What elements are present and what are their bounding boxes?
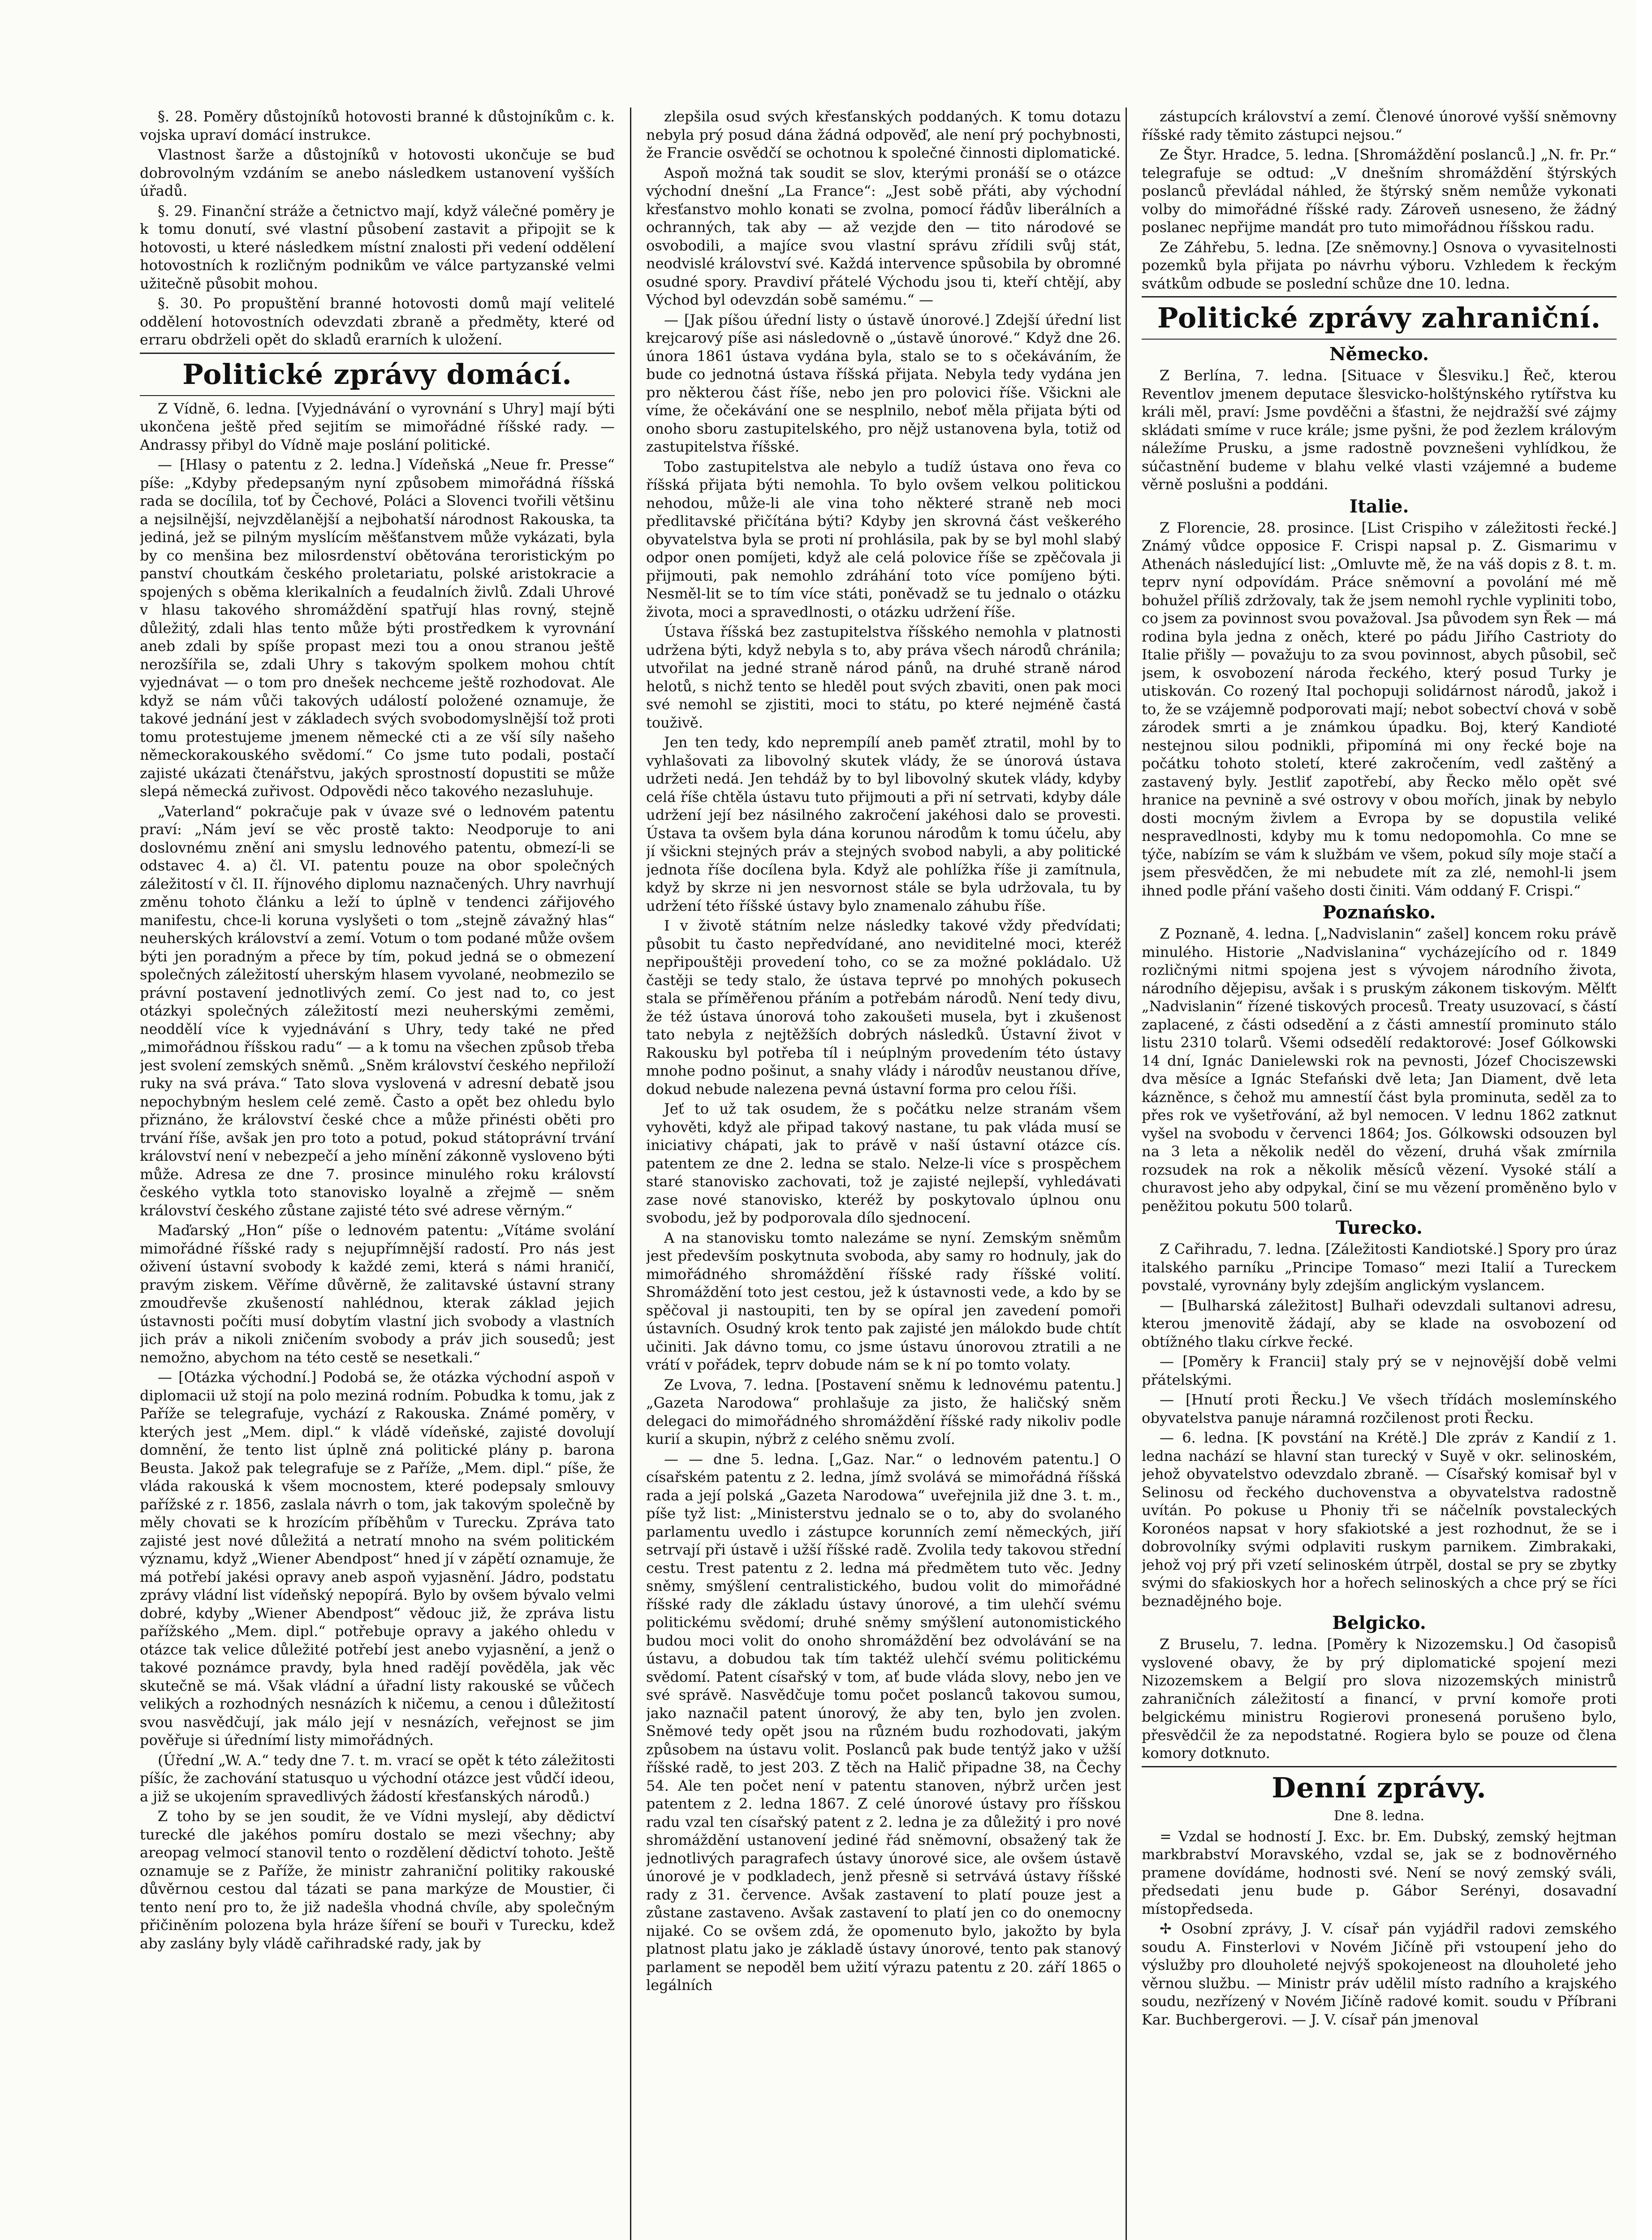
paragraph: Z Bruselu, 7. ledna. [Poměry k Nizozemsku.] Od časopisů vyslovené obavy, že by prý diplomatické spojení mezi Nizozemskem a Belgií pro slova nizozemských ministrů zahraničních záležitostí a financí, v první komoře proti belgickému ministru Rogierovi pronesená porušeno bylo, přesvědčil že za nepodstatné. Rogiera bylo se pouze od člena komory dotknuto. <box>1142 1636 1617 1762</box>
paragraph: Z toho by se jen soudit, že ve Vídni myslejí, aby dědictví turecké dle jakéhos pomíru dostalo se mezi všechny; aby areopag velmocí stanovil tento o rozdělení dědictví tohoto. Ještě oznamuje se z Paříže, že ministr zahraniční politiky rakouské důvěrnou cestou dal tázati se pana markýze de Moustier, či tento není pro to, že již nadešla vhodná chvíle, aby společným přičiněním polozena byla hráze šíření se bouři v Turecku, kdež aby zaslány byly vládě cařihradské rady, jak by <box>140 1808 615 1952</box>
section-divider <box>140 395 615 396</box>
paragraph: §. 30. Po propuštění branné hotovosti domů mají velitelé oddělení hotovostních odevzdati zbraně a předměty, které od erraru obdrželi opět do skladů erarních k uložení. <box>140 295 615 348</box>
paragraph: Maďarský „Hon“ píše o lednovém patentu: „Vítáme svolání mimořádné říšské rady s nejupřímnější radostí. Pro nás jest oživení ústavní svobody k každé zemi, která s námi hraničí, pravým ziskem. Věříme důvěrně, že zalitavské ústavní strany zmoudřevše zkušeností nahlédnou, kterak základ jejich ústavnosti počíti musí dobytím vlastní jich svobody a vlastních jich práv a nikoli zničením svobody a práv jich sousedů; jest nemožno, abychom na této cestě se nesetkali.“ <box>140 1222 615 1366</box>
paragraph: Vlastnost šarže a důstojníků v hotovosti ukončuje se buď dobrovolným vzdáním se anebo následkem ustanovení vyšších úřadů. <box>140 146 615 199</box>
paragraph: — [Hnutí proti Řecku.] Ve všech třídách moslemínského obyvatelstva panuje náramná rozčilenost proti Řecku. <box>1142 1391 1617 1426</box>
paragraph: Ze Štyr. Hradce, 5. ledna. [Shromáždění poslanců.] „N. fr. Pr.“ telegrafuje se odtud: „V dnešním shromáždění štýrských poslanců převládal náhled, že štýrský sněm nemůže vykonati volby do mimořádné říšské rady. Zároveň usneseno, že žádný poslanec nepřijme mandát pro tuto mimořádnou říšskou radu. <box>1142 146 1617 236</box>
paragraph: Z Cařihradu, 7. ledna. [Záležitosti Kandiotské.] Spory pro úraz italského parníku „Principe Tomaso“ mezi Italií a Tureckem povstalé, vyrovnány byly zdejším anglickým vyslancem. <box>1142 1241 1617 1294</box>
section-title-domestic: Politické zprávy domácí. <box>182 358 572 391</box>
paragraph: — 6. ledna. [K povstání na Krétě.] Dle zpráv z Kandií z 1. ledna nachází se hlavní stan turecký v Suyě v okr. selinoském, jehož obyvatelstvo odevzdalo zbraně. — Císařský komisař byl v Selinosu od řeckého duchovenstva a obyvatelstva radostně uvítán. Po pokuse u Phoniy tři se náčelník povstaleckých Koronéos napsat v hory sfakiotské a jest rozhodnut, že se i dobrovolníky svými odplaviti ruskym parnikem. Zimbrakaki, jehož voj prý při vzetí selinoském útrpěl, dostal se pry se zbytky svými do sfakioskych hor a hořech selinoských a chce prý se říci beznadějného boje. <box>1142 1429 1617 1610</box>
page-margin <box>1636 0 1652 2240</box>
paragraph: Aspoň možná tak soudit se slov, kterými pronáší se o otázce východní dnešní „La France“: „Jest sobě přáti, aby východní křesťanstvo mohlo konati se zvolna, pomocí řádův liberálních a ochranných, tak aby — až vezjde den — tito národové se osvobodili, a majíce svou vlastní správu zřídili svůj stát, neodvislé království své. Každá intervence spůsobila by obromné osudné spory. Pravdiví přátelé Východu jsou ti, kteří chtějí, aby Východ byl odevzdán sobě samému.“ — <box>646 164 1121 308</box>
paragraph: (Úřední „W. A.“ tedy dne 7. t. m. vrací se opět k této záležitosti píšíc, že zachování statusquo u východní otázce jest vůdčí ideou, a již se ukojením spravedlivých žádostí křesťanských národů.) <box>140 1751 615 1805</box>
paragraph: — [Hlasy o patentu z 2. ledna.] Vídeňská „Neue fr. Presse“ píše: „Kdyby předepsaným nyní způsobem mimořádná říšská rada se docílila, toť by Čechové, Poláci a Slovenci tvořili většinu a nejsilnější, nejvzdělanější a nejbohatší národnost Rakouska, ta jediná, jež se pilným myslícím měšťanstvem může vykázati, byla by co menšina bez milosrdenství obětována teroristickým po panství choutkám českého proletariatu, polské aristokracie a spojených s oběma klerikalních a feudalních živlů. Zdali Uhrové v hlasu takového shromáždění spatřují hlas rovný, stejně důležitý, zdali hlas tento může býti prostředkem k vyrovnání aneb zdali by spíše propast mezi tou a onou stranou ještě nerozšířila se, zdali Uhry s takovým spolkem mohou chtít vyjednávat — o tom pro dnešek nechceme ještě rozhodovat. Ale když se nám vůči takových událostí položené oznamuje, že takové jednání jest v základech svých svobodomyslnější tož proti tomu protestujeme jmenem německé cti a ze vší síly našeho německorakouského svědomí.“ Co jsme tuto podali, postačí zajisté ukázati čtenářstvu, jakých sprostností dopustiti se může slepá německá zuřivost. Odpovědi něco takového nezasluhuje. <box>140 456 615 800</box>
paragraph: „Vaterland“ pokračuje pak v úvaze své o lednovém patentu praví: „Nám jeví se věc prostě takto: Neodporuje to ani doslovnému znění ani smyslu lednového patentu, obmezí-li se odstavec 4. a) čl. VI. patentu pouze na obor společných záležitostí v čl. II. říjnového diplomu naznačených. Uhry navrhují změnu tohoto článku a leží to úplně v tendenci zářijového manifestu, chce-li koruna vyslyšeti o tom „stejně závažný hlas“ neuherských království a zemí. Votum o tom podané může ovšem býti jen poradným a přece by tím, pokud jedná se o obmezení společných záležitostí uherským hlasem vyvolané, neobmezilo se právní postavení jednotlivých zemí. Co jest nad to, co jest otázkyi společných záležitostí mezi neuherskými zeměmi, neoddělí více k vyjednávání s Uhry, tedy také ne před „mimořádnou říšskou radu“ — a k tomu na všechen způsob třeba jest svolení zemských sněmů. „Sněm království českého nepřiloží ruky na svá práva.“ Tato slova vyslovená v adresní debatě jsou nepochybným heslem celé země. Často a opět bez ohledu bylo přiznáno, že království české chce a může přinésti oběti pro trvání říše, avšak jen pro toto a potud, pokud státoprávní trvání království není v nebezpečí a jeho mínění zákonně vysloveno býti může. Adresa ze dne 7. prosince minulého roku královstí českého vytkla toto stanovisko loyalně a zřejmě — sněm království českého zůstane zajisté této své adrese věrným.“ <box>140 802 615 1219</box>
subsection-poznan: Poznańsko. <box>1322 902 1436 923</box>
paragraph: Jeť to už tak osudem, že s počátku nelze stranám všem vyhověti, když ale připad takový nastane, tu pak vláda musí se iniciativy chápati, jak to právě v naší ústavní otázce cís. patentem ze dne 2. ledna se stalo. Nelze-li více s prospěchem staré stanovisko zachovati, tož je zajisté nejlepší, vyhledávati zase nové stanovisko, kteréž by poskytovalo úplnou onu svobodu, jež by podporovala dílo sjednocení. <box>646 1100 1121 1226</box>
paragraph: — [Jak píšou úřední listy o ústavě únorové.] Zdejší úřední list krejcarový píše asi následovně o „ústavě únorové.“ Když dne 26. února 1861 ústava vydána byla, stalo se to s očekáváním, že bude co jednotná ústava říšská přijata. Nebyla tedy vydána jen pro některou část říše, nebo jen pro polovici říše. Všickni ale víme, že očekávání one se nesplnilo, neboť měla přijata býti od onoho sboru zastupitelského, pro nějž ustanovena byla, totiž od zastupitelstva říšské. <box>646 311 1121 455</box>
paragraph: — [Otázka východní.] Podobá se, že otázka východní aspoň v diplomacii už stojí na polo meziná rodním. Pobudka k tomu, jak z Paříže se telegrafuje, vychází z Rakouska. Známé poměry, v kterých jest „Mem. dipl.“ k vládě vídeňské, zajisté dovolují domnění, že tento list úplně zná politické plány p. barona Beusta. Jakož pak telegrafuje se z Paříže, „Mem. dipl.“ píše, že vláda rakouská k všem mocnostem, které podepsaly smlouvy pařížské z r. 1856, zaslala návrh o tom, jak takovým společně by měly chovati se k hrozícím příběhům v Turecku. Zpráva tato zajisté jest nové důležitá a netratí mnoho na svém politickém významu, když „Wiener Abendpost“ hned jí v zápětí oznamuje, že má potřebí jakési opravy aneb aspoň vyjasnění. Jádro, podstatu zprávy vládní list vídeňský nepopírá. Bylo by ovšem bývalo velmi dobré, kdyby „Wiener Abendpost“ vědouc již, že zpráva listu pařížského „Mem. dipl.“ potřebuje opravy a jakého ohledu v otázce tak velice důležité potřebí jest anebo vyjasnění, a jenž o takové poznámce pravdy, byla hned radějí pověděla, jak věc skutečně se má. Však vládní a úřadní listy rakouské se vůčech velikých a rozhodných nesnázích k ničemu, a cenou i důležitostí svou nasvědčují, jak málo její v nesnázích, veřejnost se jim pověřuje si úřednímí listy mimořádných. <box>140 1369 615 1749</box>
column-3 <box>1142 108 1617 2240</box>
column-1 <box>140 108 615 2240</box>
paragraph: §. 28. Poměry důstojníků hotovosti branné k důstojníkům c. k. vojska upraví domácí instrukce. <box>140 108 615 143</box>
paragraph: Z Florencie, 28. prosince. [List Crispiho v záležitosti řecké.] Známý vůdce opposice F. Crispi napsal p. Z. Gismarimu v Athenách následující list: „Omluvte mě, že na váš dopis z 8. t. m. teprv nyní odpovídám. Práce sněmovní a povolání mé mě bohužel příliš zdržovaly, tak že jsem nemohl rychle vypliniti tobo, co jsem za povinnost svou považoval. Jsa původem syn Řek — má rodina byla jedna z oněch, které po pádu Jiřího Castrioty do Italie přišly — považuju to za svou povinnost, abych působil, seč jsem, k osvobození národa řeckého, který posud Turky je utiskován. Co rozený Ital pochopuji solidárnost národů, jakož i to, že se vzájemně podporovati mají; nebot sobectví chová v sobě zárodek smrti a je známkou úpadku. Boj, který Kandioté nestejnou silou podnikli, připomíná mi ony řecké boje na počátku tohoto století, které zakročením, vedl zaštěný a zastavený byly. Jestliť zapotřebí, aby Řecko mělo opět své hranice na pevnině a své ostrovy v obou mořích, jinak by nebylo dosti mocným živlem a Evropa by se dopustila veliké nespravedlnosti, kdyby mu k tomu nedopomohla. Co mne se týče, nabízím se vám k službám ve všem, pokud síly moje stačí a jsem přesvědčen, že mi nebudete mít za zlé, nemohl-li jsem ihned podle přání vašeho dosti činiti. Vám oddaný F. Crispi.“ <box>1142 519 1617 899</box>
paragraph: Z Vídně, 6. ledna. [Vyjednávání o vyrovnání s Uhry] mají býti ukončena ještě před sejitím se mimořádné říšské rady. — Andrassy přibyl do Vídně maje poslání politické. <box>140 400 615 453</box>
subsection-turkey: Turecko. <box>1336 1217 1423 1238</box>
paragraph: Z Poznaně, 4. ledna. [„Nadvislanin“ zašel] koncem roku právě minulého. Historie „Nadvislanina“ vycházejícího od r. 1849 rozličnými nitmi spojena jest s vývojem národního života, národního dějepisu, avšak i s pruským zákonem tiskovým. Mělťt „Nadvislanin“ řízené tiskových procesů. Treaty usuzovací, s částí zaplacené, z části odsedění a z části amnestíí prominuto stálo listu 2310 tolarů. Všemi odsedělí redaktorové: Josef Gólkowski 14 dní, Ignác Danielewski rok na pevnosti, Józef Chociszewski dva měsíce a Ignác Stefański dvě leta; Jan Diament, dvě leta kázněnce, s čehož mu amnestíí část byla prominuta, seděl za to přes rok ve vyšetřování, až byl nemocen. V lednu 1862 zatknut vyšel na svobodu v červenci 1864; Jos. Gólkowski odsouzen byl na 3 leta a několik neděl do vězení, druhá však zmírnila rozsudek na rok a několik měsíců vězení. Vysoké stálí a churavost jeho aby odpykal, činí se mu vězení proměněno bylo v peněžitou pokutu 500 tolarů. <box>1142 925 1617 1215</box>
subsection-belgium: Belgicko. <box>1332 1612 1426 1633</box>
paragraph: ✢ Osobní zprávy, J. V. císař pán vyjádřil radovi zemského soudu A. Finsterlovi v Novém Jičíně při vstoupení jeho do výslužby pro dlouholeté nejvýš spokojeneost na dlouholeté jeho věrnou službu. — Ministr práv udělil místo radního a krajského soudu, nezřízený v Novém Jičíně radové komit. soudu v Příbrani Kar. Buchbergerovi. — J. V. císař pán jmenoval <box>1142 1920 1617 2028</box>
paragraph: Tobo zastupitelstva ale nebylo a tudíž ústava ono řeva co říšská přijata býti nemohla. To bylo ovšem velkou politickou nehodou, může-li ale vina toho některé straně neb moci předlitavské přičítána býti? Kdyby jen skrovná část veškerého obyvatelstva byla se proti ní prohlásila, pak by se byl mohl slabý odpor onen pomíjeti, když ale celá polovice říše se zpěčovala ji přijmouti, pak nemohlo zdráhání toto více pomíjeno býti. Nesměl-lit se to tím více státi, poněvadž se tu jednalo o otázku života, moci a spravedlnosti, o otázku udržení říše. <box>646 458 1121 620</box>
paragraph: — — dne 5. ledna. [„Gaz. Nar.“ o lednovém patentu.] O císařském patentu z 2. ledna, jímž svolává se mimořádná říšská rada a její polská „Gazeta Narodowa“ uveřejnila již dne 3. t. m., píše tyž list: „Ministerstvu jednalo se o to, aby do svolaného parlamentu uvedlo i zástupce korunních zemí německých, jiří setrvají při ústavě i užší říšské radě. Zvolila tedy takovou střední cestu. Trest patentu z 2. ledna má předmětem tuto věc. Jedny sněmy, smýšlení centralistického, budou volit do mimořádné říšské rady dle základu ústavy únorové, a tim ulehčí svému politickému svědomí; druhé sněmy smýšlení autonomistického budou moci volit do onoho shromáždění bez odvolávání se na ústavu, a dobudou tak tím taktéž ulehčí svému politickému svědomí. Patent císařský v tom, ať bude vláda slovy, nebo jen ve své správě. Nasvědčuje tomu počet poslanců takovou sumou, jako naznačil patent únorový, že aby ten, bylo jen zvolen. Sněmové tedy opět jsou na různém budu rozhodovati, jakým způsobem na ústavu volit. Poslanců pak bude tentýž jako v užší říšské radě, to jest 203. Z těch na Halič připadne 38, na Čechy 54. Ale ten počet není v patentu stanoven, nýbrž určen jest patentem z 2. ledna 1867. Z celé únorové ústavy pro říšskou radu vzal ten císařský patent z 2. ledna je za důležitý i pro nové shromáždění ustanovení jediné řád sněmovní, obsažený tak že jednotlivých paragrafech ústavy únorové sice, ale ovšem ústavě únorové je v podkladech, jenž přesně si setrvává ústavy říšské rady z 31. července. Avšak zastavení to platí pouze jest a zůstane zastaveno. Avšak zastavení to platí jen co do onemocny nijaké. Co se ovšem zdá, že opomenuto bylo, jakožto by byla platnost platu jako je základě ústavy únorové, tento pak stanový parlament se nepoděl bem užití výrazu patentu z 20. září 1865 o legálních <box>646 1450 1121 1994</box>
section-divider <box>1142 1766 1617 1767</box>
section-divider <box>1142 339 1617 340</box>
paragraph: Ze Záhřebu, 5. ledna. [Ze sněmovny.] Osnova o vyvasitelnosti pozemků byla přijata po návrhu výboru. Vzhledem k řeckým svátkům odbude se poslední schůze dne 10. ledna. <box>1142 238 1617 292</box>
subsection-italy: Italie. <box>1349 495 1409 517</box>
column-rule-2 <box>1126 108 1127 2240</box>
paragraph: Jen ten tedy, kdo neprempílí aneb paměť ztratil, mohl by to vyhlašovati za libovolný skutek vlády, že se únorová ústava udržeti nedá. Jen tehdáž by to byl libovolný skutek vlády, kdyby celá říše chtěla ústavu tuto přijmouti a při ní setrvati, kdyby dále udržení její bez násilného zakročení jakéhosi dalo se provesti. Ústava ta ovšem byla dána korunou národům k tomu účelu, aby jí všickni stejných práv a stejných svobod nabyli, a aby politické jednota říše docílena byla. Když ale pohlížka říše ji zamítnula, když by skrze ni jen nesvornost stále se byla udržovala, tu by udržení této říšské ústavy bylo znamenalo záhubu říše. <box>646 734 1121 914</box>
paragraph: zástupcích království a zemí. Členové únorové vyšší sněmovny říšské rady těmito zástupci nejsou.“ <box>1142 108 1617 143</box>
paragraph: — [Poměry k Francii] staly prý se v nejnovější době velmi přátelskými. <box>1142 1353 1617 1388</box>
date-line: Dne 8. ledna. <box>1333 1808 1425 1824</box>
paragraph: §. 29. Finanční stráže a četnictvo mají, když válečné poměry je k tomu donutí, své vlastní působení zastavit a připojit se k hotovosti, u které následkem místní znalosti při vedení oddělení hotovostních k rozličným podnikům ve válce partyzanské velmi užitečně působit mohou. <box>140 202 615 292</box>
paragraph: — [Bulharská záležitost] Bulhaři odevzdali sultanovi adresu, kterou jmenovitě žádají, aby se klade na osvobození od obtížného tlaku církve řecké. <box>1142 1297 1617 1350</box>
paragraph: Ze Lvova, 7. ledna. [Postavení sněmu k lednovému patentu.] „Gazeta Narodowa“ prohlašuje za jisto, že haličský sněm delegaci do mimořádného shromáždění říšské rady nikoliv podle kurií a skupin, nýbrž z celého sněmu zvolí. <box>646 1376 1121 1447</box>
paragraph: I v životě státním nelze následky takové vždy předvídati; působit tu často nepředvídané, ano neviditelné moci, kteréž nepřipouštěji provedení toho, co se za možné pokládalo. Už častěji se tedy stalo, že ústava teprvé po mnohých pokusech stala se příměřenou přáním a potřebám národů. Není tedy divu, že též ústava únorová toho zakoušeti musela, byt i zkušenost tato nebyla z nejtěžších dobrých následků. Ústavní život v Rakousku byl potřeba tíl i neúplným provedením této ústavy mnohe podno pošinut, a snahy vlády i národův neustanou dříve, dokud nebude nalezena pevná ústavní forma pro celou říši. <box>646 917 1121 1098</box>
column-2 <box>646 108 1121 2240</box>
section-divider <box>1142 296 1617 297</box>
paragraph: A na stanovisku tomto nalezáme se nyní. Zemským sněmům jest především poskytnuta svoboda, aby samy ro hodnuly, jak do mimořádného shromáždění říšské rady říšské volití. Shromáždění toto jest cestou, jež k ústavnosti vede, a kdo by se spěčoval ji nastoupiti, ten by se opíral jen zavedení pomoři ústavních. Osudný krok tento pak zajisté jen málokdo bude chtít učiniti. Jak dávno tomu, co jsme ústavu únorovou ztratili a ne vrátí v pořádek, teprv dobude nám se k ní po tomto volaty. <box>646 1229 1121 1373</box>
section-divider <box>140 353 615 354</box>
subsection-germany: Německo. <box>1329 344 1429 365</box>
paragraph: Ústava říšská bez zastupitelstva říšského nemohla v platnosti udržena býti, když nebyla s to, aby práva všech národů chránila; utvořilat na jedné straně národ pánů, na druhé straně národ helotů, s nichž tento se hleděl pout svých zbaviti, onen pak moci své nemohl se zjistiti, moci to státu, po které nejméně častá touživě. <box>646 623 1121 731</box>
section-title-daily: Denní zprávy. <box>1272 1771 1487 1804</box>
paragraph: zlepšila osud svých křesťanských poddaných. K tomu dotazu nebyla prý posud dána žádná odpověď, ale není prý pochybnosti, že Francie osvědčí se ochotnou k společné činnosti diplomatické. <box>646 108 1121 161</box>
paragraph: = Vzdal se hodností J. Exc. br. Em. Dubský, zemský hejtman markbrabství Moravského, vzdal se, jak se z bodnověrného pramene dovídáme, hodnosti své. Není se nový zemský sváli, předsedati jenu bude p. Gábor Serényi, dosavadní místopředseda. <box>1142 1827 1617 1917</box>
paragraph: Z Berlína, 7. ledna. [Situace v Šlesviku.] Řeč, kterou Reventlov jmenem deputace šlesvicko-holštýnského rytířstva ku králi měl, praví: Jsme povděčni a šťastni, že nejdražší své zájmy skládati smíme v ruce krále; jsme pyšni, že pod žezlem královým náležíme Prusku, a jsme radostně povznešeni vyhlídkou, že súčastnění budeme v blahu velké vlasti vzájemné a budeme věrně poslušni a poddáni. <box>1142 367 1617 493</box>
column-rule-1 <box>630 108 631 2240</box>
section-title-foreign: Politické zprávy zahraniční. <box>1157 302 1601 334</box>
